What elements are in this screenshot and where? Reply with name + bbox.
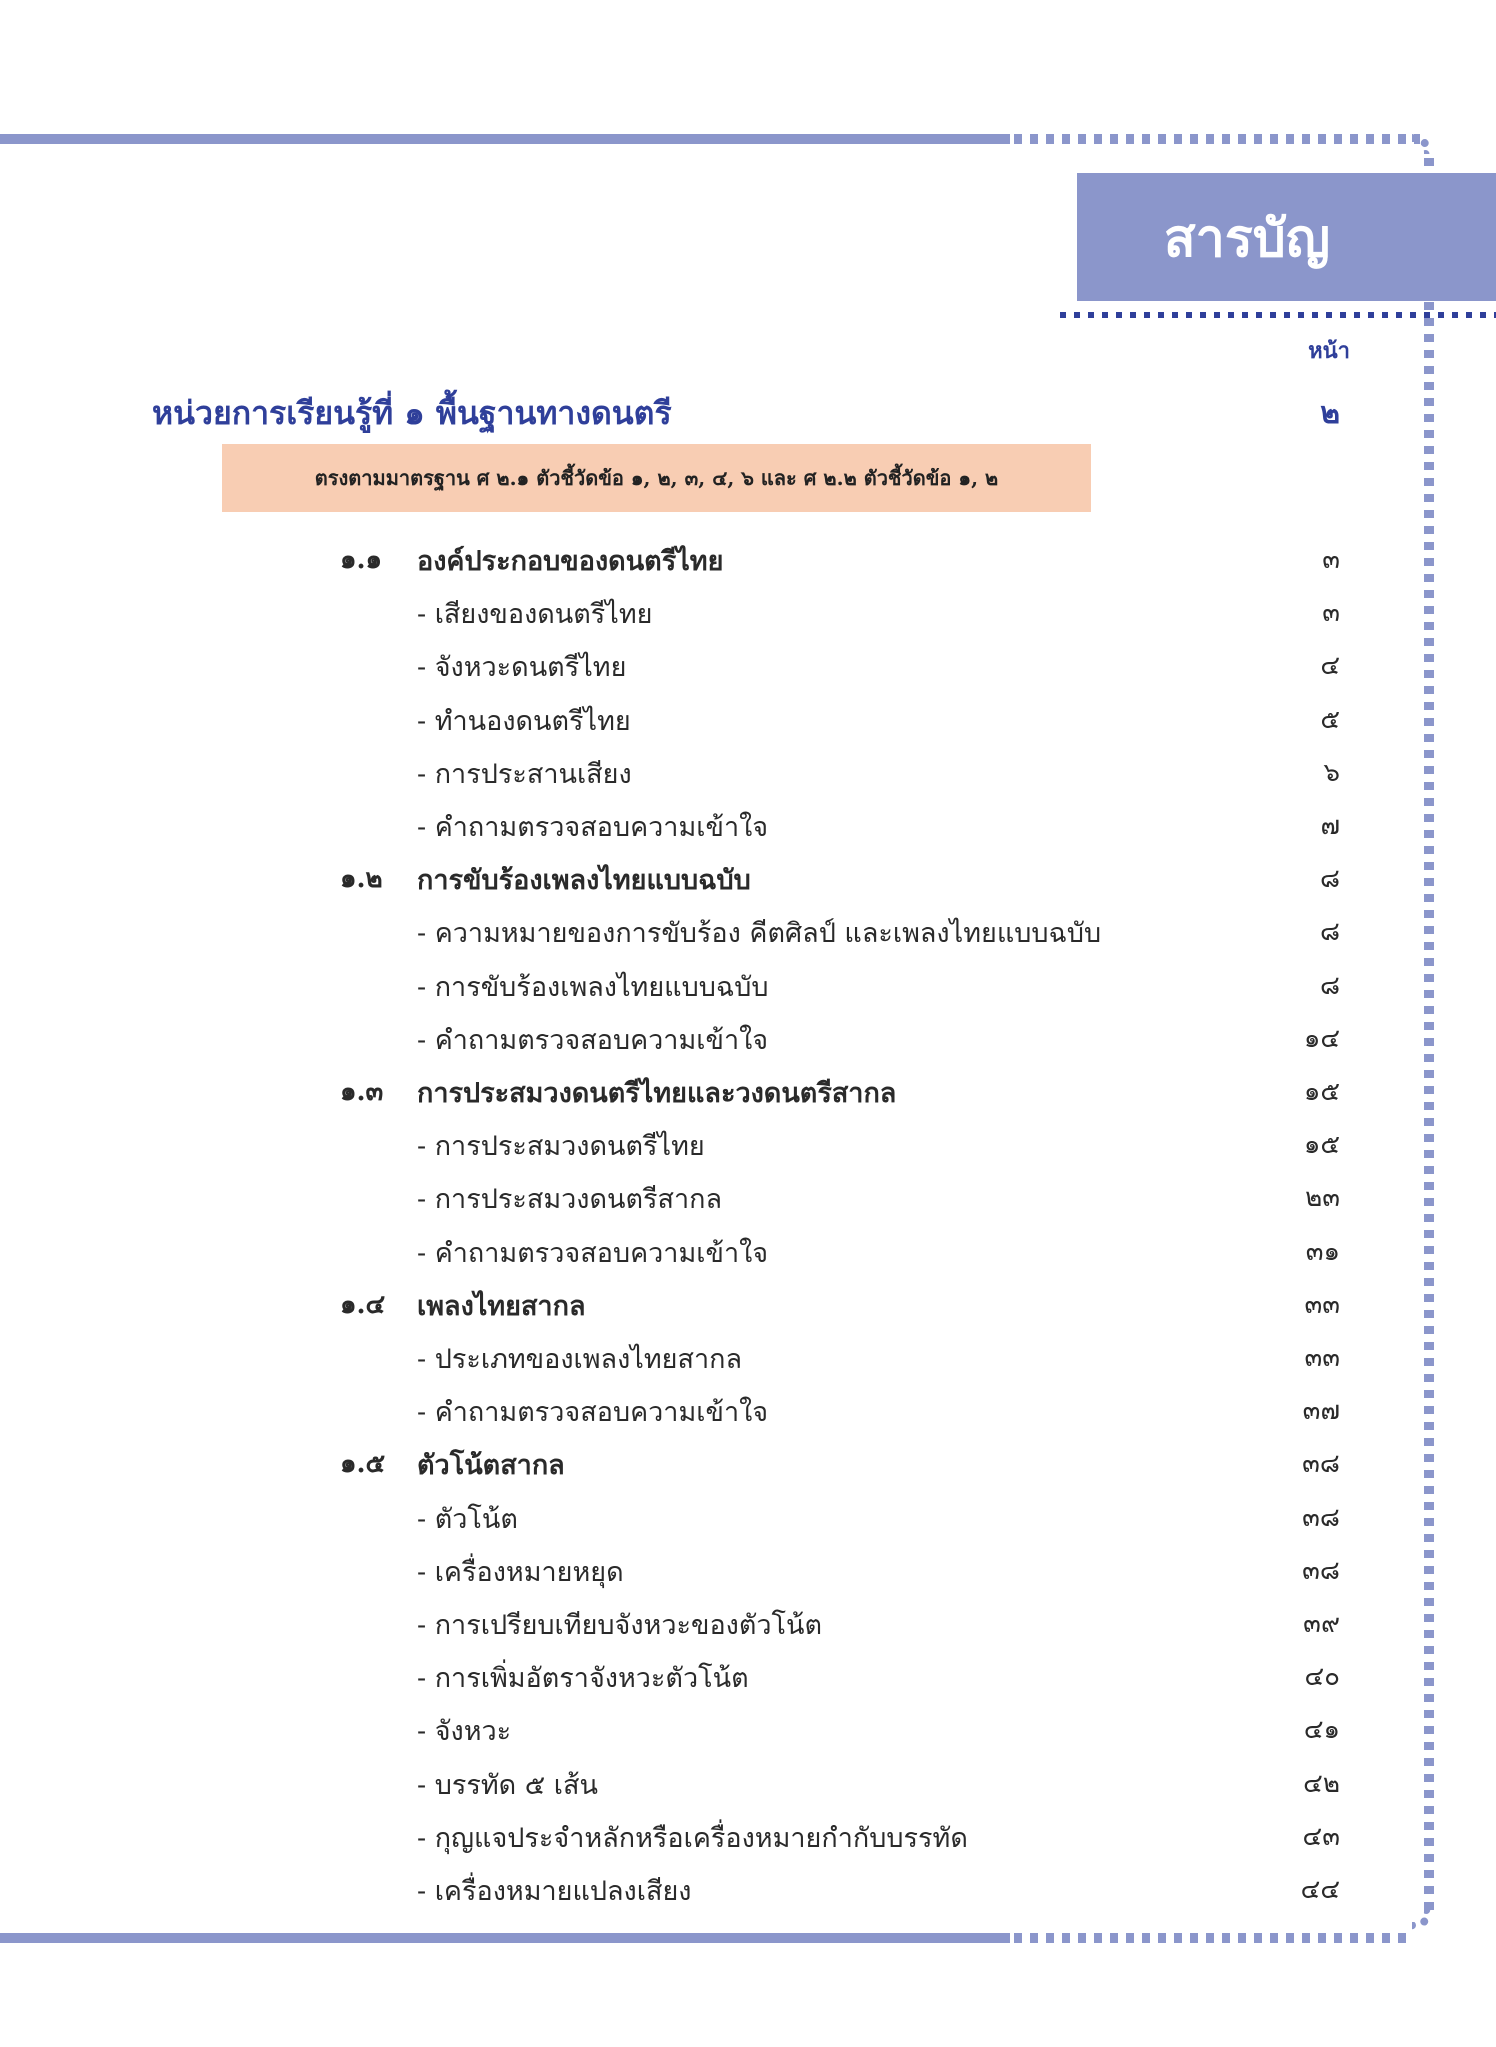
toc-entry-page: ๔๒: [1303, 1768, 1340, 1799]
page-title: สารบัญ: [1163, 208, 1331, 269]
toc-entry-label: - การประสมวงดนตรีสากล: [417, 1184, 723, 1216]
toc-entry[interactable]: [0, 1012, 1496, 1062]
toc-entry[interactable]: [0, 1757, 1496, 1807]
toc-entry[interactable]: [0, 1384, 1496, 1434]
toc-entry-page: ๓: [1322, 545, 1340, 575]
toc-entry-page: ๔: [1320, 651, 1340, 682]
toc-entry[interactable]: [0, 1118, 1496, 1168]
toc-entry-label: - การขับร้องเพลงไทยแบบฉบับ: [417, 971, 769, 1003]
toc-entry-label: ตัวโน้ตสากล: [417, 1450, 565, 1482]
bottom-border-bar: [0, 1933, 1010, 1943]
toc-entry-label: เพลงไทยสากล: [417, 1290, 586, 1322]
toc-entry-label: - จังหวะดนตรีไทย: [417, 652, 627, 684]
toc-entry-label: - คำถามตรวจสอบความเข้าใจ: [417, 1024, 769, 1056]
toc-entry[interactable]: [0, 533, 1496, 583]
toc-entry-page: ๑๔: [1303, 1023, 1340, 1054]
toc-entry[interactable]: [0, 693, 1496, 743]
toc-entry-page: ๔๐: [1304, 1662, 1340, 1693]
standard-banner: [222, 444, 1091, 512]
toc-entry[interactable]: [0, 1225, 1496, 1275]
bottom-right-corner: [1412, 1910, 1432, 1930]
bottom-border-dotted: [1014, 1933, 1414, 1943]
toc-entry-page: ๔๑: [1303, 1715, 1340, 1746]
toc-entry-page: ๘: [1319, 864, 1340, 895]
toc-entry-number: ๑.๑: [340, 545, 383, 575]
toc-entry-page: ๓๑: [1305, 1236, 1340, 1267]
toc-entry-page: ๓๓: [1304, 1343, 1340, 1373]
toc-entry-page: ๑๕: [1303, 1130, 1340, 1161]
toc-entry[interactable]: [0, 1065, 1496, 1115]
toc-entry-label: - กุญแจประจำหลักหรือเครื่องหมายกำกับบรรทัด: [417, 1822, 968, 1854]
toc-entry-number: ๑.๓: [340, 1077, 384, 1107]
toc-entry-label: การขับร้องเพลงไทยแบบฉบับ: [417, 865, 751, 897]
toc-entry-page: ๓: [1322, 598, 1340, 629]
toc-entry-page: ๖: [1323, 757, 1340, 788]
toc-entry-page: ๔๓: [1302, 1821, 1340, 1852]
toc-entry-label: - เครื่องหมายหยุด: [417, 1556, 624, 1588]
toc-entry-page: ๔๔: [1300, 1875, 1340, 1905]
standard-text: ตรงตามมาตรฐาน ศ ๒.๑ ตัวชี้วัดข้อ ๑, ๒, ๓, ๔, ๖ และ ศ ๒.๒ ตัวชี้วัดข้อ ๑, ๒: [314, 466, 999, 490]
toc-entry-label: - คำถามตรวจสอบความเข้าใจ: [417, 1237, 769, 1269]
toc-entry-page: ๓๗: [1302, 1396, 1340, 1427]
toc-entry-label: - การประสมวงดนตรีไทย: [417, 1131, 705, 1163]
toc-entry[interactable]: [0, 1437, 1496, 1487]
toc-entry-page: ๘: [1319, 917, 1340, 948]
toc-entry-page: ๗: [1320, 811, 1340, 841]
unit-page-number: ๒: [1320, 396, 1340, 431]
toc-entry-label: - ทำนองดนตรีไทย: [417, 705, 631, 737]
toc-entry-label: - คำถามตรวจสอบความเข้าใจ: [417, 1397, 769, 1429]
toc-entry-number: ๑.๒: [340, 864, 383, 895]
toc-entry[interactable]: [0, 1491, 1496, 1541]
toc-entry[interactable]: [0, 1810, 1496, 1860]
toc-entry[interactable]: [0, 1863, 1496, 1913]
toc-entry-label: - จังหวะ: [417, 1716, 512, 1748]
toc-entry[interactable]: [0, 1331, 1496, 1381]
toc-entry-label: - บรรทัด ๕ เส้น: [417, 1769, 598, 1801]
toc-entry[interactable]: [0, 1171, 1496, 1221]
toc-entry-page: ๓๓: [1304, 1289, 1340, 1320]
toc-entry[interactable]: [0, 852, 1496, 902]
top-border-dotted: [1014, 134, 1420, 144]
toc-entry-page: ๓๙: [1303, 1609, 1340, 1639]
toc-entry-page: ๑๕: [1303, 1077, 1340, 1107]
toc-entry-label: - การเปรียบเทียบจังหวะของตัวโน้ต: [417, 1610, 823, 1641]
toc-entry-label: - ประเภทของเพลงไทยสากล: [417, 1344, 743, 1375]
toc-entry-page: ๒๓: [1305, 1183, 1340, 1214]
toc-entry-page: ๓๘: [1302, 1449, 1340, 1480]
toc-entry-label: องค์ประกอบของดนตรีไทย: [417, 546, 724, 577]
toc-entry[interactable]: [0, 1544, 1496, 1594]
toc-entry-page: ๓๘: [1302, 1502, 1340, 1533]
toc-entry[interactable]: [0, 1597, 1496, 1647]
top-border-bar: [0, 134, 1010, 144]
unit-title[interactable]: หน่วยการเรียนรู้ที่ ๑ พื้นฐานทางดนตรี: [152, 394, 672, 432]
toc-entry-label: - ความหมายของการขับร้อง คีตศิลป์ และเพลงไทยแบบฉบับ: [417, 918, 1102, 950]
toc-entry-page: ๘: [1319, 970, 1340, 1001]
toc-entry[interactable]: [0, 1278, 1496, 1328]
page-column-label: หน้า: [1308, 338, 1350, 364]
toc-entry[interactable]: [0, 586, 1496, 636]
toc-entry[interactable]: [0, 746, 1496, 796]
toc-entry[interactable]: [0, 905, 1496, 955]
toc-entry[interactable]: [0, 959, 1496, 1009]
toc-entry-label: - เครื่องหมายแปลงเสียง: [417, 1876, 692, 1907]
toc-entry-label: - การประสานเสียง: [417, 758, 632, 790]
toc-entry[interactable]: [0, 1703, 1496, 1753]
toc-entry-number: ๑.๕: [340, 1449, 386, 1480]
top-right-corner: [1412, 134, 1432, 154]
toc-entry-label: การประสมวงดนตรีไทยและวงดนตรีสากล: [417, 1078, 897, 1109]
toc-entry[interactable]: [0, 639, 1496, 689]
toc-entry-label: - เสียงของดนตรีไทย: [417, 599, 653, 631]
toc-entry-page: ๕: [1320, 704, 1340, 735]
title-underline-dots: [1060, 312, 1496, 318]
toc-entry[interactable]: [0, 1650, 1496, 1700]
toc-entry-label: - การเพิ่มอัตราจังหวะตัวโน้ต: [417, 1663, 749, 1695]
toc-entry-label: - คำถามตรวจสอบความเข้าใจ: [417, 812, 769, 843]
toc-entry-number: ๑.๔: [340, 1289, 386, 1320]
toc-entry-page: ๓๘: [1302, 1555, 1340, 1586]
toc-entry-label: - ตัวโน้ต: [417, 1503, 518, 1535]
toc-entry[interactable]: [0, 799, 1496, 849]
